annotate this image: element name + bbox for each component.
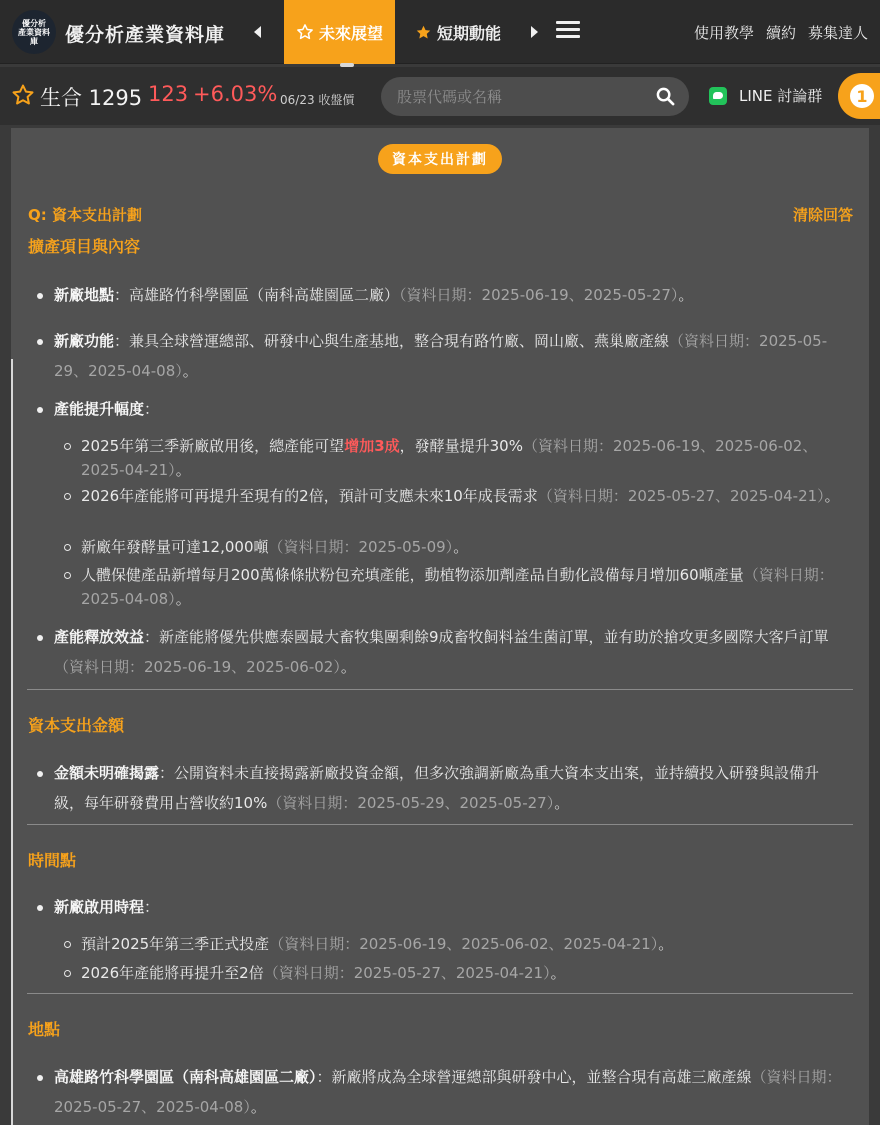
sub-item-source: （資料日期：2025-05-27、2025-04-21）: [263, 964, 551, 982]
top-navbar: [0, 0, 880, 64]
line-discussion-link[interactable]: [709, 85, 822, 106]
section-divider: [27, 993, 853, 994]
sub-item-source: （資料日期：2025-05-09）: [268, 538, 454, 556]
sub-item-tail: 。: [658, 935, 674, 953]
section-divider: [27, 824, 853, 825]
sub-item-text: ，發酵量提升30%: [399, 437, 523, 455]
list-item: [37, 394, 849, 424]
brand-logo[interactable]: [12, 10, 56, 54]
sub-item-tail: 。: [175, 461, 191, 479]
favorite-star-icon[interactable]: [11, 83, 35, 107]
item-source: （資料日期：2025-06-19、2025-05-27）: [399, 286, 679, 304]
sub-bullet: [64, 443, 71, 450]
item-key: 產能釋放效益: [54, 628, 145, 646]
sub-item-text: 2025年第三季新廠啟用後，總產能可望: [81, 437, 345, 455]
sub-list-item: [64, 563, 856, 611]
stock-bar: [0, 67, 880, 125]
item-text: ：高雄路竹科學園區（南科高雄園區二廠）: [114, 286, 400, 304]
panel-scroll-indicator: [11, 359, 13, 1125]
line-app-icon: [709, 87, 727, 105]
question-text: Q: 資本支出計劃: [28, 206, 142, 224]
item-source: （資料日期：2025-05-29、2025-04-08）: [54, 332, 828, 380]
bullet: [37, 407, 43, 413]
sub-list-item: [64, 961, 856, 985]
section-divider: [27, 689, 853, 690]
search-box: [381, 77, 689, 116]
item-text: ：新產能將優先供應泰國最大畜牧集團剩餘9成畜牧飼料益生菌訂單，並有助於搶攻更多國際大客戶訂單: [144, 628, 829, 646]
bullet: [37, 635, 43, 641]
section-heading: 擴產項目與內容: [28, 237, 141, 256]
sub-item-source: （資料日期：2025-05-27、2025-04-21）: [537, 487, 825, 505]
sub-bullet: [64, 544, 71, 551]
item-text: ：: [144, 898, 160, 916]
tabs-scroll-right-button[interactable]: [525, 22, 545, 42]
app-title[interactable]: 優分析產業資料庫: [65, 24, 226, 46]
bullet: [37, 293, 43, 299]
list-item: [37, 892, 849, 922]
logo-text: 優分析 產業資料庫: [18, 18, 50, 46]
star-outline-icon: [296, 23, 314, 41]
list-item: [37, 1062, 849, 1122]
renew-link[interactable]: 續約: [765, 24, 796, 42]
item-text: ：: [144, 400, 160, 418]
sub-list-item: [64, 535, 856, 559]
sub-item-source: （資料日期：2025-04-08）: [81, 566, 834, 608]
stock-price: 123: [148, 82, 189, 106]
section-heading: 時間點: [28, 851, 77, 870]
item-text: ：新廠將成為全球營運總部與研發中心，並整合現有高雄三廠產線: [316, 1068, 752, 1086]
item-key: 新廠啟用時程: [54, 898, 145, 916]
bullet: [37, 1075, 43, 1081]
tab-label: 未來展望: [318, 23, 383, 43]
bullet: [37, 905, 43, 911]
clear-answer-button[interactable]: 清除回答: [792, 206, 853, 224]
search-icon[interactable]: [656, 87, 675, 106]
tabs-scroll-left-button[interactable]: [247, 22, 267, 42]
bullet: [37, 771, 43, 777]
list-item: [37, 622, 849, 682]
sub-bullet: [64, 941, 71, 948]
section-heading: 地點: [28, 1020, 61, 1039]
sub-bullet: [64, 970, 71, 977]
notification-badge[interactable]: [838, 73, 880, 119]
tab-label: 短期動能: [436, 23, 501, 43]
item-key: 新廠地點: [54, 286, 115, 304]
caret-left-icon: [252, 25, 262, 39]
answer-panel: [11, 128, 869, 1125]
bullet: [37, 339, 43, 345]
sub-bullet: [64, 572, 71, 579]
sub-item-tail: 。: [175, 590, 191, 608]
tab-short-term-momentum[interactable]: [404, 0, 512, 64]
item-key: 高雄路竹科學園區（南科高雄園區二廠）: [54, 1068, 317, 1086]
list-item: [37, 758, 849, 818]
item-source: （資料日期：2025-06-19、2025-06-02）: [54, 658, 341, 676]
sub-list-item: [64, 484, 856, 508]
topic-pill-capex[interactable]: 資本支出計劃: [378, 144, 502, 174]
sub-item-tail: 。: [550, 964, 566, 982]
item-tail: 。: [678, 286, 694, 304]
search-input[interactable]: [397, 77, 647, 116]
sub-item-text: 新廠年發酵量可達12,000噸: [81, 538, 269, 556]
sub-item-text: 2026年產能將可再提升至現有的2倍，預計可支應未來10年成長需求: [81, 487, 538, 505]
caret-right-icon: [530, 25, 540, 39]
item-key: 產能提升幅度: [54, 400, 145, 418]
item-text: ：公開資料未直接揭露新廠投資金額，但多次強調新廠為重大資本支出案，並持續投入研發與設備升級，每年研發費用占營收約10%: [54, 764, 820, 812]
sub-item-text: 人體保健產品新增每月200萬條條狀粉包充填產能，動植物添加劑產品自動化設備每月增加60噸產量: [81, 566, 744, 584]
stock-date-status: 06/23 收盤價: [280, 93, 355, 107]
item-tail: 。: [554, 794, 570, 812]
section-heading: 資本支出金額: [28, 716, 125, 735]
item-tail: 。: [340, 658, 356, 676]
stock-change-percent: +6.03%: [193, 82, 278, 106]
hamburger-menu-icon[interactable]: [556, 21, 580, 43]
item-source: （資料日期：2025-05-29、2025-05-27）: [267, 794, 555, 812]
list-item: [37, 280, 849, 310]
list-item: [37, 326, 849, 386]
sub-item-tail: 。: [453, 538, 469, 556]
item-source: （資料日期：2025-05-27、2025-04-08）: [54, 1068, 842, 1116]
top-links: [694, 22, 868, 43]
item-key: 金額未明確揭露: [54, 764, 160, 782]
notification-count: 1: [850, 84, 874, 108]
sub-list-item: [64, 932, 856, 956]
item-tail: 。: [250, 1098, 266, 1116]
sub-bullet: [64, 493, 71, 500]
item-text: ：兼具全球營運總部、研發中心與生產基地，整合現有路竹廠、岡山廠、燕巢廠產線: [114, 332, 670, 350]
sub-item-text: 2026年產能將再提升至2倍: [81, 964, 264, 982]
sub-item-text: 預計2025年第三季正式投產: [81, 935, 270, 953]
item-key: 新廠功能: [54, 332, 115, 350]
tab-future-outlook[interactable]: [284, 0, 395, 64]
star-filled-icon: [415, 24, 432, 41]
sub-item-tail: 。: [824, 487, 840, 505]
tutorial-link[interactable]: 使用教學: [693, 24, 754, 42]
highlight-text: 增加3成: [344, 437, 400, 455]
item-tail: 。: [182, 362, 198, 380]
sub-item-source: （資料日期：2025-06-19、2025-06-02、2025-04-21）: [269, 935, 659, 953]
sub-list-item: [64, 434, 856, 482]
sub-item-source: （資料日期：2025-06-19、2025-06-02、2025-04-21）: [81, 437, 818, 479]
line-link-label: LINE 討論群: [739, 87, 823, 105]
stock-name-code: 生合 1295: [40, 86, 143, 110]
recruit-experts-link[interactable]: 募集達人: [807, 24, 868, 42]
